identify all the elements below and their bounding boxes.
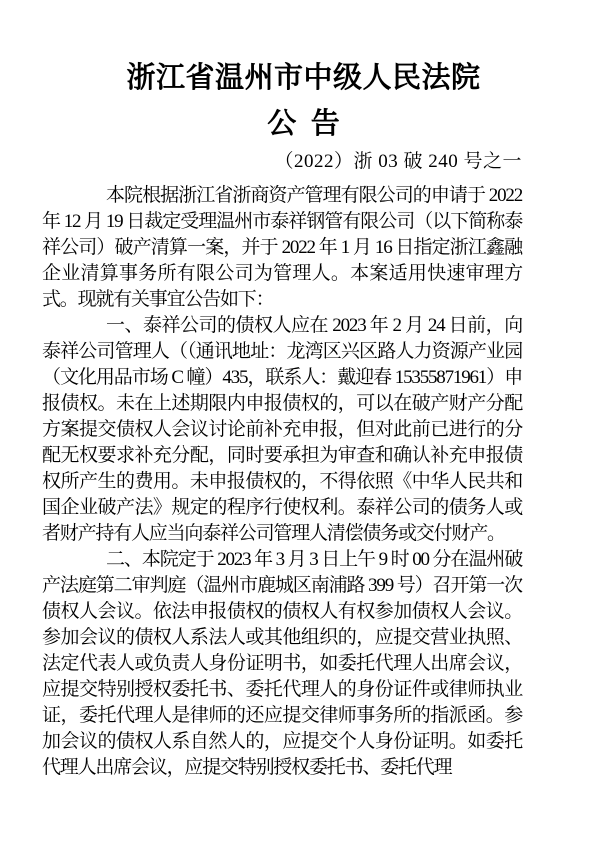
page-title: 公 告 — [267, 108, 340, 140]
document-body — [42, 151, 522, 781]
case-number: （2022）浙 03 破 240 号之一 — [274, 151, 522, 172]
paragraph-intro: 本院根据浙江省浙商资产管理有限公司的申请于 2022 年 12 月 19 日裁定受理温州市泰祥钢管有限公司（以下简称泰祥公司）破产清算一案，并于 2022 年 1 月 16 日指定浙江鑫融企业清算事务所有限公司为管理人。本案适用快速审理方式。现就有关事宜公告如下： — [42, 185, 522, 310]
document-header — [0, 64, 607, 139]
court-name: 浙江省温州市中级人民法院 — [126, 62, 481, 94]
announcement-text — [42, 183, 522, 781]
paragraph-item-2-creditors-meeting: 二、本院定于 2023 年 3 月 3 日上午 9 时 00 分在温州破产法庭第二审判庭（温州市鹿城区南浦路 399 号）召开第一次债权人会议。依法申报债权的债权人有权参加债权人会议。参加会议的债权人系法人或其他组织的，应提交营业执照、法定代表人或负责人身份证明书，如委托代理人出席会议，应提交特别授权委托书、委托代理人的身份证件或律师执业证，委托代理人是律师的还应提交律师事务所的指派函。参加会议的债权人系自然人的，应提交个人身份证明。如委托代理人出席会议，应提交特别授权委托书、委托代理 — [42, 549, 522, 778]
paragraph-item-1-claims-declaration: 一、泰祥公司的债权人应在 2023 年 2 月 24 日前，向泰祥公司管理人（（通讯地址：龙湾区兴区路人力资源产业园（文化用品市场 C 幢）435，联系人：戴迎春 15355871961）申报债权。未在上述期限内申报债权的，可以在破产财产分配方案提交债权人会议讨论前补充申报，但对此前已进行的分配无权要求补充分配，同时要承担为审查和确认补充申报债权所产生的费用。未申报债权的，不得依照《中华人民共和国企业破产法》规定的程序行使权利。泰祥公司的债务人或者财产持有人应当向泰祥公司管理人清偿债务或交付财产。 — [42, 315, 522, 544]
